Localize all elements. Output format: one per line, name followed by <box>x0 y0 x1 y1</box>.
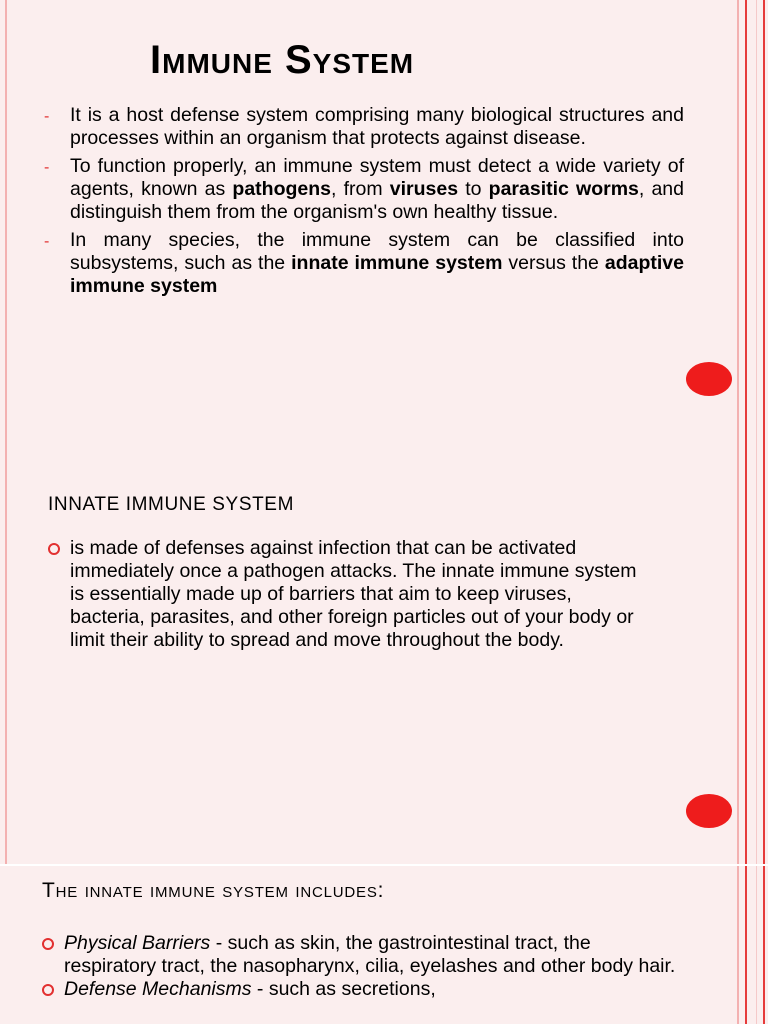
slide-border-right <box>756 866 757 1024</box>
bold-term: viruses <box>389 178 459 200</box>
ring-bullet-icon <box>48 543 60 555</box>
slide-innate-includes <box>0 866 768 1024</box>
slide-border-left <box>5 0 7 866</box>
bold-term: innate immune system <box>291 252 503 274</box>
bullet-text: It is a host defense system comprising many biological structures and processes within an organism that protects against disease. <box>70 104 684 149</box>
bullet-text: , from <box>331 178 390 200</box>
slide-title: Immune System <box>150 38 415 82</box>
bold-term: adaptive immune system <box>70 252 684 297</box>
dash-bullet-marker: - <box>44 159 50 176</box>
slide-border-right <box>745 0 747 866</box>
includes-heading: The innate immune system includes: <box>42 879 385 902</box>
intro-bullet-list <box>44 104 684 303</box>
red-dot-decoration <box>686 794 732 828</box>
slide-border-right <box>756 0 757 866</box>
slide-border-right <box>745 866 747 1024</box>
bold-term: parasitic worms <box>488 178 639 200</box>
bullet-text: In many species, the immune system can be classified into subsystems, such as the <box>70 229 684 274</box>
intro-bullet <box>44 155 684 224</box>
slide-border-right <box>737 866 739 1024</box>
italic-term: Defense Mechanisms <box>64 978 252 1000</box>
includes-bullet-list <box>42 932 682 1001</box>
dash-bullet-marker: - <box>44 108 50 125</box>
bullet-text: to <box>458 178 489 200</box>
intro-bullet <box>44 229 684 298</box>
includes-item <box>42 978 682 1001</box>
section-heading: INNATE IMMUNE SYSTEM <box>48 494 294 515</box>
innate-point-text: is made of defenses against infection that can be activated immediately once a pathogen attacks. The innate immune system is essentially made up of barriers that aim to keep viruses, bacteria, parasites, and other foreign particles out of your body or limit their ability to spread and move throughout the body. <box>70 537 637 651</box>
innate-bullet-list <box>48 537 648 652</box>
slide-border-right <box>763 0 765 866</box>
intro-bullet <box>44 104 684 150</box>
italic-term: Physical Barriers <box>64 932 211 954</box>
ring-bullet-icon <box>42 984 54 996</box>
includes-item <box>42 932 682 978</box>
bullet-text: versus the <box>502 252 605 274</box>
bullet-text: , and distinguish them from the organism's own healthy tissue. <box>70 178 685 223</box>
innate-point <box>48 537 648 652</box>
slide-border-right <box>737 0 739 866</box>
ring-bullet-icon <box>42 938 54 950</box>
dash-bullet-marker: - <box>44 233 50 250</box>
bold-term: pathogens <box>232 178 331 200</box>
slide-border-right <box>763 866 765 1024</box>
bullet-text: To function properly, an immune system must detect a wide variety of agents, known as <box>70 155 684 200</box>
red-dot-decoration <box>686 362 732 396</box>
term-description: - such as secretions, <box>251 978 436 1000</box>
term-description: - such as skin, the gastrointestinal tract, the respiratory tract, the nasopharynx, cilia, eyelashes and other body hair. <box>64 932 676 977</box>
